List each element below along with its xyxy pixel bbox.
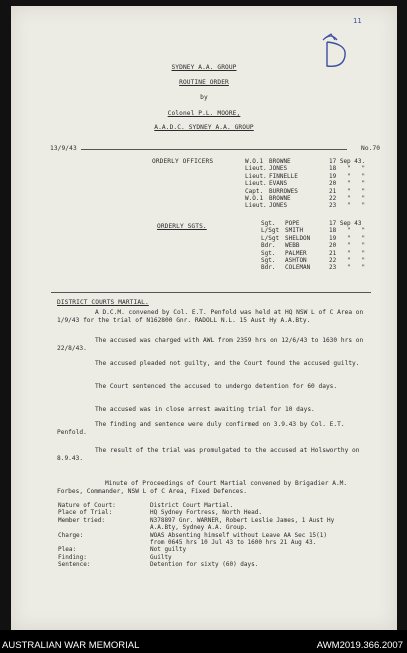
cm-paragraph: The accused was charged with AWL from 2359 hrs on 12/6/43 to 1630 hrs on 22/8/43. xyxy=(57,337,364,352)
pen-mark: 11 xyxy=(353,17,362,25)
order-title: ROUTINE ORDER xyxy=(179,79,229,86)
by-text: by xyxy=(200,94,208,101)
order-number: No.70 xyxy=(361,145,381,152)
cm-paragraph: The accused pleaded not guilty, and the Court found the accused guilty. xyxy=(95,360,360,367)
cm-paragraph: The accused was in close arrest awaiting trial for 10 days. xyxy=(95,406,315,413)
cm-paragraph: The result of the trial was promulgated to the accused at Holsworthy on 8.9.43. xyxy=(57,447,360,462)
cm-paragraph: A D.C.M. convened by Col. E.T. Penfold was held at HQ NSW L of C Area on 1/9/43 for the trial of N162800 Gnr. RADOLL N.L. 15 Aust Hy A.A.Bty. xyxy=(57,309,364,324)
officers-names: BROWNE JONES FINNELLE EVANS BURROWES BROWNE JONES xyxy=(269,158,298,210)
colonel-role: A.A.D.C. SYDNEY A.A. GROUP xyxy=(154,124,254,131)
sgts-ranks: Sgt. L/Sgt L/Sgt Bdr. Sgt. Sgt. Bdr. xyxy=(261,220,280,272)
sgts-names: POPE SMITH SHELDON WEBB PALMER ASHTON COLEMAN xyxy=(285,220,311,272)
minute-values: District Court Martial. HQ Sydney Fortress, North Head. N378897 Gnr. WARNER, Robert Leslie James, 1 Aust Hy A.A.Bty, Sydney A.A. Group. WOAS Absenting himself without Leave AA Sec 15(1) from 0645 hrs 10 Jul 43 to 1600 hrs 21 Aug 43. Not guilty Guilty Detention for sixty (60) days. xyxy=(150,502,335,569)
order-date: 13/9/43 xyxy=(50,145,77,152)
section-rule xyxy=(51,292,371,293)
cm-paragraph: The Court sentenced the accused to undergo detention for 60 days. xyxy=(95,383,338,390)
minute-labels: Nature of Court: Place of Trial: Member tried: Charge: Plea: Finding: Sentence: xyxy=(58,502,116,569)
officers-dates: 17 Sep 43. 18 " " 19 " " 20 " " 21 " " 22 " " 23 " " xyxy=(329,158,366,210)
orderly-officers-label: ORDERLY OFFICERS xyxy=(152,158,214,165)
sgts-dates: 17 Sep 43 18 " " 19 " " 20 " " 21 " " 22 " " 23 " " xyxy=(329,220,366,272)
group-title: SYDNEY A.A. GROUP xyxy=(171,64,237,71)
header-rule xyxy=(81,149,347,150)
minute-intro: Minute of Proceedings of Court Martial convened by Brigadier A.M. Forbes, Commander, NSW L of C Area, Fixed Defences. xyxy=(57,480,348,495)
court-martial-heading: DISTRICT COURTS MARTIAL. xyxy=(57,299,149,306)
colonel-name: Colonel P.L. MOORE, xyxy=(167,110,241,117)
orderly-sgts-label: ORDERLY SGTS. xyxy=(157,223,207,230)
footer-source: AUSTRALIAN WAR MEMORIAL xyxy=(2,640,140,651)
footer-bar xyxy=(0,630,407,653)
officers-ranks: W.O.1 Lieut. Lieut. Lieut. Capt. W.O.1 Lieut. xyxy=(245,158,267,210)
document-page xyxy=(11,6,397,630)
footer-accession-number: AWM2019.366.2007 xyxy=(316,640,403,651)
cm-paragraph: The finding and sentence were duly confirmed on 3.9.43 by Col. E.T. Penfold. xyxy=(57,421,345,436)
